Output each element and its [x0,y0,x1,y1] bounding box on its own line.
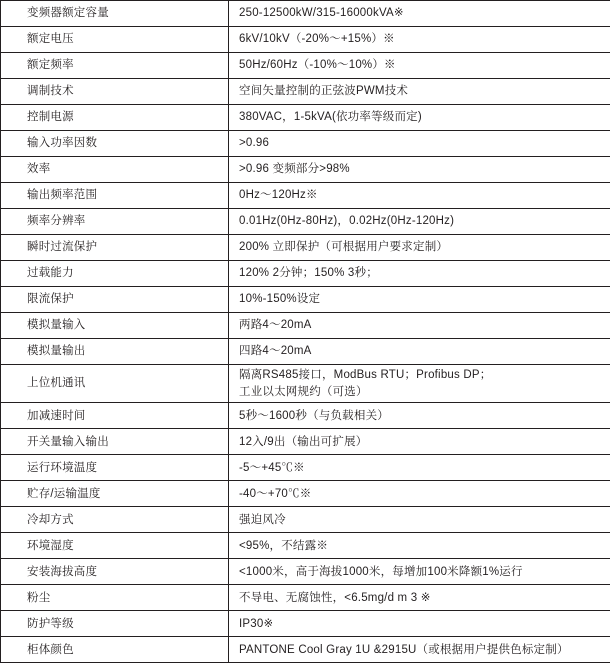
spec-value-cell [229,365,610,403]
spec-value-line: 5秒～1600秒（与负载相关） [239,409,389,422]
spec-value-line: 250-12500kW/315-16000kVA※ [239,7,404,20]
spec-value-line: -5～+45℃※ [239,461,305,474]
spec-label-cell: 额定频率 [1,53,229,79]
table-row [1,533,610,559]
spec-label-cell: 模拟量输出 [1,339,229,365]
spec-value-line: 6kV/10kV（-20%～+15%）※ [239,33,395,46]
spec-value-line: >0.96 变频部分>98% [239,163,350,176]
table-row [1,27,610,53]
spec-value-cell [229,585,610,611]
spec-value-cell [229,287,610,313]
spec-value-cell [229,507,610,533]
spec-value-cell [229,131,610,157]
spec-value-line: 10%-150%设定 [239,293,321,306]
table-row [1,339,610,365]
table-row [1,183,610,209]
spec-value-line: 120% 2分钟；150% 3秒； [239,267,378,280]
spec-value-line: 200% 立即保护（可根据用户要求定制） [239,241,449,254]
spec-value-cell [229,429,610,455]
spec-label-cell: 柜体颜色 [1,637,229,663]
spec-label-cell: 安装海拔高度 [1,559,229,585]
spec-label-cell: 控制电源 [1,105,229,131]
spec-label-cell: 贮存/运输温度 [1,481,229,507]
table-row [1,611,610,637]
table-row [1,507,610,533]
spec-value-cell [229,79,610,105]
spec-value-cell [229,27,610,53]
table-row [1,455,610,481]
table-row [1,429,610,455]
table-row [1,131,610,157]
spec-value-line: PANTONE Cool Gray 1U &2915U（或根据用户提供色标定制） [239,643,569,656]
spec-label-cell: 冷却方式 [1,507,229,533]
spec-value-cell [229,455,610,481]
table-row [1,235,610,261]
spec-value-cell [229,481,610,507]
spec-value-line: 强迫风冷 [239,513,286,526]
spec-label-cell: 运行环境温度 [1,455,229,481]
table-row [1,1,610,27]
specification-table-body [1,1,610,663]
table-row [1,53,610,79]
table-row [1,637,610,663]
spec-value-line: 不导电、无腐蚀性，<6.5mg/d m 3 ※ [239,591,431,604]
spec-value-line: 四路4～20mA [239,345,312,358]
table-row [1,481,610,507]
spec-value-cell [229,559,610,585]
table-row [1,157,610,183]
spec-value-cell [229,1,610,27]
spec-value-line: 50Hz/60Hz（-10%～10%）※ [239,59,396,72]
spec-label-cell: 效率 [1,157,229,183]
spec-label-cell: 粉尘 [1,585,229,611]
table-row [1,313,610,339]
spec-value-cell [229,313,610,339]
spec-value-line: >0.96 [239,137,270,150]
spec-label-cell: 过载能力 [1,261,229,287]
spec-value-line: -40～+70℃※ [239,487,312,500]
spec-label-cell: 额定电压 [1,27,229,53]
spec-label-cell: 输入功率因数 [1,131,229,157]
table-row [1,365,610,403]
spec-label-cell: 环境湿度 [1,533,229,559]
spec-value-line: 隔离RS485接口，ModBus RTU；Profibus DP； [239,369,492,381]
spec-value-cell [229,157,610,183]
spec-label-cell: 上位机通讯 [1,365,229,403]
table-row [1,209,610,235]
spec-value-line: IP30※ [239,617,274,630]
spec-label-cell: 开关量输入输出 [1,429,229,455]
spec-label-cell: 加减速时间 [1,403,229,429]
spec-value-cell [229,261,610,287]
table-row [1,261,610,287]
table-row [1,403,610,429]
spec-value-line: 0Hz～120Hz※ [239,189,318,202]
spec-value-cell [229,339,610,365]
spec-value-line: 0.01Hz(0Hz-80Hz)，0.02Hz(0Hz-120Hz) [239,215,455,228]
spec-value-cell [229,209,610,235]
table-row [1,79,610,105]
spec-value-cell [229,611,610,637]
spec-value-line: 380VAC，1-5kVA(依功率等级而定) [239,111,422,124]
spec-value-line: 12入/9出（输出可扩展） [239,435,368,448]
spec-label-cell: 调制技术 [1,79,229,105]
spec-label-cell: 防护等级 [1,611,229,637]
spec-value-cell [229,235,610,261]
spec-value-cell [229,53,610,79]
spec-value-cell [229,403,610,429]
spec-value-cell [229,637,610,663]
spec-label-cell: 变频器额定容量 [1,1,229,27]
spec-value-line: 空间矢量控制的正弦波PWM技术 [239,85,409,98]
spec-value-line: 两路4～20mA [239,319,312,332]
spec-value-line: <1000米，高于海拔1000米，每增加100米降额1%运行 [239,565,523,578]
table-row [1,287,610,313]
spec-label-cell: 模拟量输入 [1,313,229,339]
spec-label-cell: 频率分辨率 [1,209,229,235]
spec-value-line: 工业以太网规约（可选） [239,385,368,398]
spec-value-cell [229,533,610,559]
spec-label-cell: 瞬时过流保护 [1,235,229,261]
spec-value-cell [229,183,610,209]
table-row [1,585,610,611]
spec-label-cell: 输出频率范围 [1,183,229,209]
spec-label-cell: 限流保护 [1,287,229,313]
table-row [1,105,610,131]
spec-value-cell [229,105,610,131]
table-row [1,559,610,585]
spec-value-line: <95%，不结露※ [239,539,329,552]
